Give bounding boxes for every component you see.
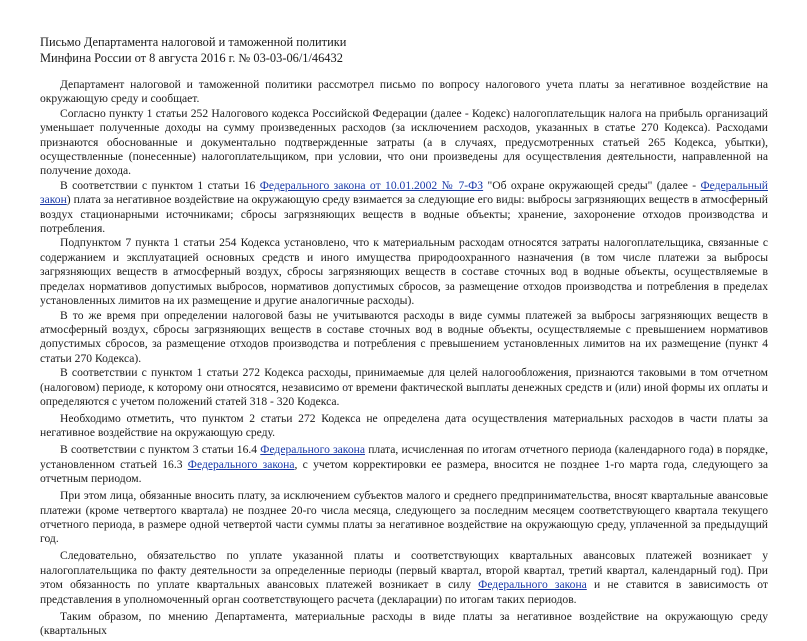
paragraph-text: плата, исчисленная по итогам отчетного периода (календарного года) в порядке, установленном статьей 16.3 bbox=[40, 443, 768, 471]
paragraph-text: В соответствии с пунктом 1 статьи 16 bbox=[60, 178, 260, 192]
document-title-line-1: Письмо Департамента налоговой и таможенной политики bbox=[40, 35, 347, 49]
paragraph-quarterly-payments: При этом лица, обязанные вносить плату, за исключением субъектов малого и среднего предпринимательства, вносят квартальные авансовые платежи (кроме четвертого квартала) не позднее 20-го числа месяца, следующего за последним месяцем соответствующего квартала текущего отчетного периода, в размере одной четвертой части суммы платы за негативное воздействие на окружающую среду, уплаченной за предыдущий год. bbox=[40, 489, 768, 546]
paragraph-text: , с учетом корректировки ее размера, вносится не позднее 1-го марта года, следующего за отчетным периодом. bbox=[40, 457, 768, 486]
paragraph-conclusion: Таким образом, по мнению Департамента, материальные расходы в виде платы за негативное воздействие на окружающую среду (квартальных bbox=[40, 609, 768, 637]
paragraph-obligation bbox=[40, 549, 768, 607]
federal-law-7fz-link[interactable]: Федерального закона от 10.01.2002 № 7-ФЗ bbox=[259, 178, 484, 192]
federal-law-link[interactable]: Федерального закона bbox=[187, 457, 295, 471]
document-page bbox=[40, 34, 768, 641]
paragraph-text: ) плата за негативное воздействие на окружающую среду взимается за следующие его виды: выбросы загрязняющих веществ в атмосферный воздух стационарными источниками; сбросы загрязняющих веществ в водные объекты; хранение, захоронение отходов производства и потребления. bbox=[40, 193, 768, 236]
federal-law-link[interactable]: Федеральный закон bbox=[40, 178, 768, 207]
paragraph-text: и не ставится в зависимость от представления в уполномоченный орган соответствующего расчета (декларации) по итогам таких периодов. bbox=[40, 578, 768, 606]
paragraph-text: "Об охране окружающей среды" (далее - bbox=[483, 178, 701, 192]
paragraph-article-16-4 bbox=[40, 443, 768, 486]
federal-law-link[interactable]: Федерального закона bbox=[478, 578, 587, 592]
document-title-line-2: Минфина России от 8 августа 2016 г. № 03-03-06/1/46432 bbox=[40, 51, 343, 65]
document-header bbox=[40, 34, 768, 66]
paragraph-article-272-p2: Необходимо отметить, что пунктом 2 статьи 272 Кодекса не определена дата осуществления материальных расходов в части платы за негативное воздействие на окружающую среду. bbox=[40, 411, 768, 440]
federal-law-link[interactable]: Федерального закона bbox=[260, 443, 365, 457]
paragraph-text: Следовательно, обязательство по уплате указанной платы и соответствующих квартальных авансовых платежей возникает у налогоплательщика по факту деятельности за определенные периоды (первый квартал, второй квартал, третий квартал, календарный год). При этом обязанность по уплате квартальных авансовых платежей возникает в силу bbox=[40, 549, 768, 592]
paragraph-federal-law-article-16 bbox=[40, 179, 768, 237]
paragraph-text: В соответствии с пунктом 3 статьи 16.4 bbox=[60, 443, 261, 457]
paragraph-article-272-p1: В соответствии с пунктом 1 статьи 272 Кодекса расходы, принимаемые для целей налогообложения, признаются таковыми в том отчетном (налоговом) периоде, к которому они относятся, независимо от времени фактической выплаты денежных средств и (или) иной формы их оплаты и определяются с учетом положений статей 318 - 320 Кодекса. bbox=[40, 366, 768, 408]
paragraph-article-270: В то же время при определении налоговой базы не учитываются расходы в виде суммы платежей за выбросы загрязняющих веществ в атмосферный воздух, сбросы загрязняющих веществ в составе сточных вод в водные объекты, осуществляемые с превышением нормативов допустимых сбросов, за размещение отходов производства и потребления с превышением установленных лимитов на их размещение (пункт 4 статьи 270 Кодекса). bbox=[40, 308, 768, 365]
paragraph-intro: Департамент налоговой и таможенной политики рассмотрел письмо по вопросу налогового учета платы за негативное воздействие на окружающую среду и сообщает. bbox=[40, 78, 768, 106]
paragraph-article-252: Согласно пункту 1 статьи 252 Налогового кодекса Российской Федерации (далее - Кодекс) налогоплательщик налога на прибыль организаций уменьшает полученные доходы на сумму произведенных расходов (за исключением расходов, указанных в статье 270 Кодекса). Расходами признаются обоснованные и документально подтвержденные затраты (а в случаях, предусмотренных статьей 265 Кодекса, убытки), осуществленные (понесенные) налогоплательщиком, при условии, что они произведены для осуществления деятельности, направленной на получение дохода. bbox=[40, 106, 768, 178]
paragraph-article-254: Подпунктом 7 пункта 1 статьи 254 Кодекса установлено, что к материальным расходам относятся затраты налогоплательщика, связанные с содержанием и эксплуатацией основных средств и иного имущества природоохранного назначения (в том числе платежи за выбросы загрязняющих веществ в атмосферный воздух, сбросы загрязняющих веществ в составе сточных вод в водные объекты, осуществляемые в пределах нормативов допустимых выбросов, нормативов допустимых сбросов, за размещение отходов производства и потребления в пределах установленных лимитов на их размещение и другие аналогичные расходы). bbox=[40, 236, 768, 308]
